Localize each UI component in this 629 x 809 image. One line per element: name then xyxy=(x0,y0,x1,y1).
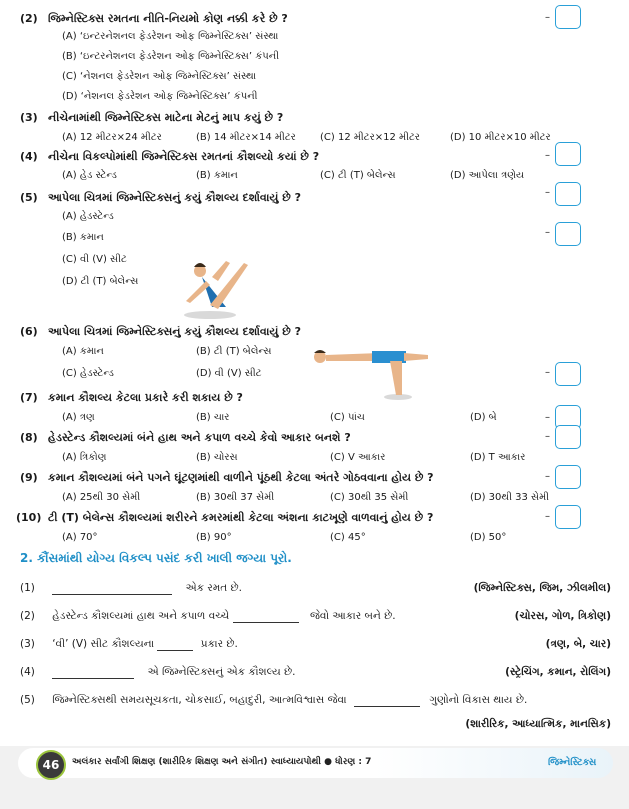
fill-number: (1) xyxy=(20,582,35,594)
option-d: (D) ‘નેશનલ ફેડરેશન ઓફ જિમ્નેસ્ટિક્સ’ કંપની xyxy=(62,91,258,102)
fill-item-3 xyxy=(20,638,238,651)
option-b: (B) ટી (T) બેલેન્સ xyxy=(196,346,272,357)
dash: – xyxy=(545,431,550,442)
option-b: (B) કમાન xyxy=(62,232,104,243)
blank[interactable] xyxy=(157,640,193,651)
option-c: (C) V આકાર xyxy=(330,452,386,463)
option-d: (D) 10 મીટર×10 મીટર xyxy=(450,132,551,143)
question-number: (7) xyxy=(20,391,38,404)
option-b: (B) ‘ઇન્ટરનેશનલ ફેડરેશન ઓફ જિમ્નેસ્ટિક્સ’ કંપની xyxy=(62,51,280,62)
fill-after: એ જિમ્નેસ્ટિક્સનું એક કૌશલ્ય છે. xyxy=(147,666,296,678)
answer-box[interactable] xyxy=(555,142,581,166)
option-a: (A) 70° xyxy=(62,532,98,543)
question-text: હેડસ્ટેન્ડ કૌશલ્યમાં બંને હાથ અને કપાળ વચ્ચે કેવો આકાર બનશે ? xyxy=(48,431,351,444)
fill-item-4 xyxy=(20,666,295,679)
v-sit-illustration xyxy=(182,255,262,321)
option-a: (A) 12 મીટર×24 મીટર xyxy=(62,132,162,143)
option-c: (C) 12 મીટર×12 મીટર xyxy=(320,132,420,143)
option-d: (D) વી (V) સીટ xyxy=(196,368,262,379)
fill-after: ગુણોનો વિકાસ થાય છે. xyxy=(429,694,528,706)
option-d: (D) બે xyxy=(470,412,497,423)
blank[interactable] xyxy=(233,612,299,623)
option-c: (C) 45° xyxy=(330,532,366,543)
option-b: (B) કમાન xyxy=(196,170,238,181)
fill-choices-1: (જિમ્નેસ્ટિક્સ, જિમ, ઝીલમીલ) xyxy=(473,582,611,594)
option-b: (B) 30થી 37 સેમી xyxy=(196,492,275,503)
option-c: (C) વી (V) સીટ xyxy=(62,254,127,265)
fill-number: (5) xyxy=(20,694,35,706)
question-number: (9) xyxy=(20,471,38,484)
answer-box[interactable] xyxy=(555,222,581,246)
option-a: (A) ત્રણ xyxy=(62,412,95,423)
question-number: (5) xyxy=(20,191,38,204)
option-d: (D) ટી (T) બેલેન્સ xyxy=(62,276,139,287)
option-c: (C) 30થી 35 સેમી xyxy=(330,492,409,503)
option-d: (D) આપેલા ત્રણેય xyxy=(450,170,525,181)
fill-before: ‘વી’ (V) સીટ કૌશલ્યના xyxy=(52,638,155,650)
option-b: (B) ચાર xyxy=(196,412,230,423)
question-number: (10) xyxy=(16,511,42,524)
answer-box[interactable] xyxy=(555,5,581,29)
question-number: (4) xyxy=(20,150,38,163)
answer-box[interactable] xyxy=(555,505,581,529)
question-text: કમાન કૌશલ્યમાં બંને પગને ઘૂંટણમાંથી વાળીને પૂંઠથી કેટલા અંતરે ગોઠવવાના હોય છે ? xyxy=(48,471,434,484)
fill-number: (3) xyxy=(20,638,35,650)
fill-after: પ્રકાર છે. xyxy=(200,638,238,650)
option-a: (A) હેડ સ્ટેન્ડ xyxy=(62,170,117,181)
question-text: કમાન કૌશલ્ય કેટલા પ્રકારે કરી શકાય છે ? xyxy=(48,391,243,404)
fill-item-5 xyxy=(20,694,527,707)
dash: – xyxy=(545,187,550,198)
question-number: (6) xyxy=(20,325,38,338)
fill-item-2 xyxy=(20,610,396,623)
dash: – xyxy=(545,471,550,482)
fill-after: જેવો આકાર બને છે. xyxy=(309,610,396,622)
dash: – xyxy=(545,150,550,161)
page-number: 46 xyxy=(36,750,66,780)
option-c: (C) હેડસ્ટેન્ડ xyxy=(62,368,114,379)
question-text: નીચેનામાંથી જિમ્નેસ્ટિક્સ માટેના મેટનું માપ કયું છે ? xyxy=(48,111,284,124)
option-c: (C) પાંચ xyxy=(330,412,365,423)
question-number: (3) xyxy=(20,111,38,124)
option-a: (A) ત્રિકોણ xyxy=(62,452,107,463)
fill-choices-2: (ચોરસ, ગોળ, ત્રિકોણ) xyxy=(514,610,611,622)
question-number: (8) xyxy=(20,431,38,444)
fill-before: હેડસ્ટેન્ડ કૌશલ્યમાં હાથ અને કપાળ વચ્ચે xyxy=(52,610,230,622)
question-text: ટી (T) બેલેન્સ કૌશલ્યમાં શરીરને કમરમાંથી કેટલા અંશના કાટખૂણે વાળવાનું હોય છે ? xyxy=(48,511,434,524)
option-b: (B) 14 મીટર×14 મીટર xyxy=(196,132,296,143)
fill-choices-4: (સ્ટ્રેચિંગ, કમાન, રોલિંગ) xyxy=(505,666,611,678)
option-c: (C) ટી (T) બેલેન્સ xyxy=(320,170,396,181)
option-b: (B) ચોરસ xyxy=(196,452,238,463)
answer-box[interactable] xyxy=(555,425,581,449)
section-2-title: 2. કૌંસમાંથી યોગ્ય વિકલ્પ પસંદ કરી ખાલી જગ્યા પૂરો. xyxy=(20,551,292,565)
option-d: (D) 50° xyxy=(470,532,507,543)
fill-item-1 xyxy=(20,582,242,595)
answer-box[interactable] xyxy=(555,182,581,206)
footer-chapter: જિમ્નેસ્ટિક્સ xyxy=(548,757,597,768)
answer-box[interactable] xyxy=(555,362,581,386)
answer-box[interactable] xyxy=(555,465,581,489)
t-balance-illustration xyxy=(310,345,430,401)
dash: – xyxy=(545,12,550,23)
fill-number: (2) xyxy=(20,610,35,622)
fill-number: (4) xyxy=(20,666,35,678)
fill-choices-5: (શારીરિક, આધ્યાત્મિક, માનસિક) xyxy=(465,718,611,730)
dash: – xyxy=(545,412,550,423)
blank[interactable] xyxy=(354,696,420,707)
fill-after: એક રમત છે. xyxy=(185,582,242,594)
option-a: (A) ‘ઇન્ટરનેશનલ ફેડરેશન ઓફ જિમ્નેસ્ટિક્સ’ સંસ્થા xyxy=(62,31,279,42)
fill-choices-3: (ત્રણ, બે, ચાર) xyxy=(545,638,611,650)
blank[interactable] xyxy=(52,584,172,595)
option-c: (C) ‘નેશનલ ફેડરેશન ઓફ જિમ્નેસ્ટિક્સ’ સંસ્થા xyxy=(62,71,257,82)
question-text: નીચેના વિકલ્પોમાંથી જિમ્નેસ્ટિક્સ રમતનાં કૌશલ્યો કયાં છે ? xyxy=(48,150,320,163)
question-number: (2) xyxy=(20,12,38,25)
dash: – xyxy=(545,227,550,238)
option-d: (D) T આકાર xyxy=(470,452,526,463)
question-text: આપેલા ચિત્રમાં જિમ્નેસ્ટિક્સનું કયું કૌશલ્ય દર્શાવાયું છે ? xyxy=(48,191,301,204)
dash: – xyxy=(545,511,550,522)
question-text: જિમ્નેસ્ટિક્સ રમતના નીતિ-નિયમો કોણ નક્કી કરે છે ? xyxy=(48,12,288,25)
option-a: (A) 25થી 30 સેમી xyxy=(62,492,141,503)
fill-before: જિમ્નેસ્ટિક્સથી સમયસૂચકતા, ચોકસાઈ, બહાદુરી, આત્મવિશ્વાસ જેવા xyxy=(52,694,347,706)
question-text: આપેલા ચિત્રમાં જિમ્નેસ્ટિક્સનું કયું કૌશલ્ય દર્શાવાયું છે ? xyxy=(48,325,301,338)
option-a: (A) હેડસ્ટેન્ડ xyxy=(62,211,114,222)
dash: – xyxy=(545,367,550,378)
option-b: (B) 90° xyxy=(196,532,232,543)
blank[interactable] xyxy=(52,668,134,679)
option-d: (D) 30થી 33 સેમી xyxy=(470,492,550,503)
footer-book-title: અલંકાર સર્વાંગી શિક્ષણ (શારીરિક શિક્ષણ અને સંગીત) સ્વાધ્યાયપોથી ● ધોરણ : 7 xyxy=(72,757,372,767)
option-a: (A) કમાન xyxy=(62,346,104,357)
